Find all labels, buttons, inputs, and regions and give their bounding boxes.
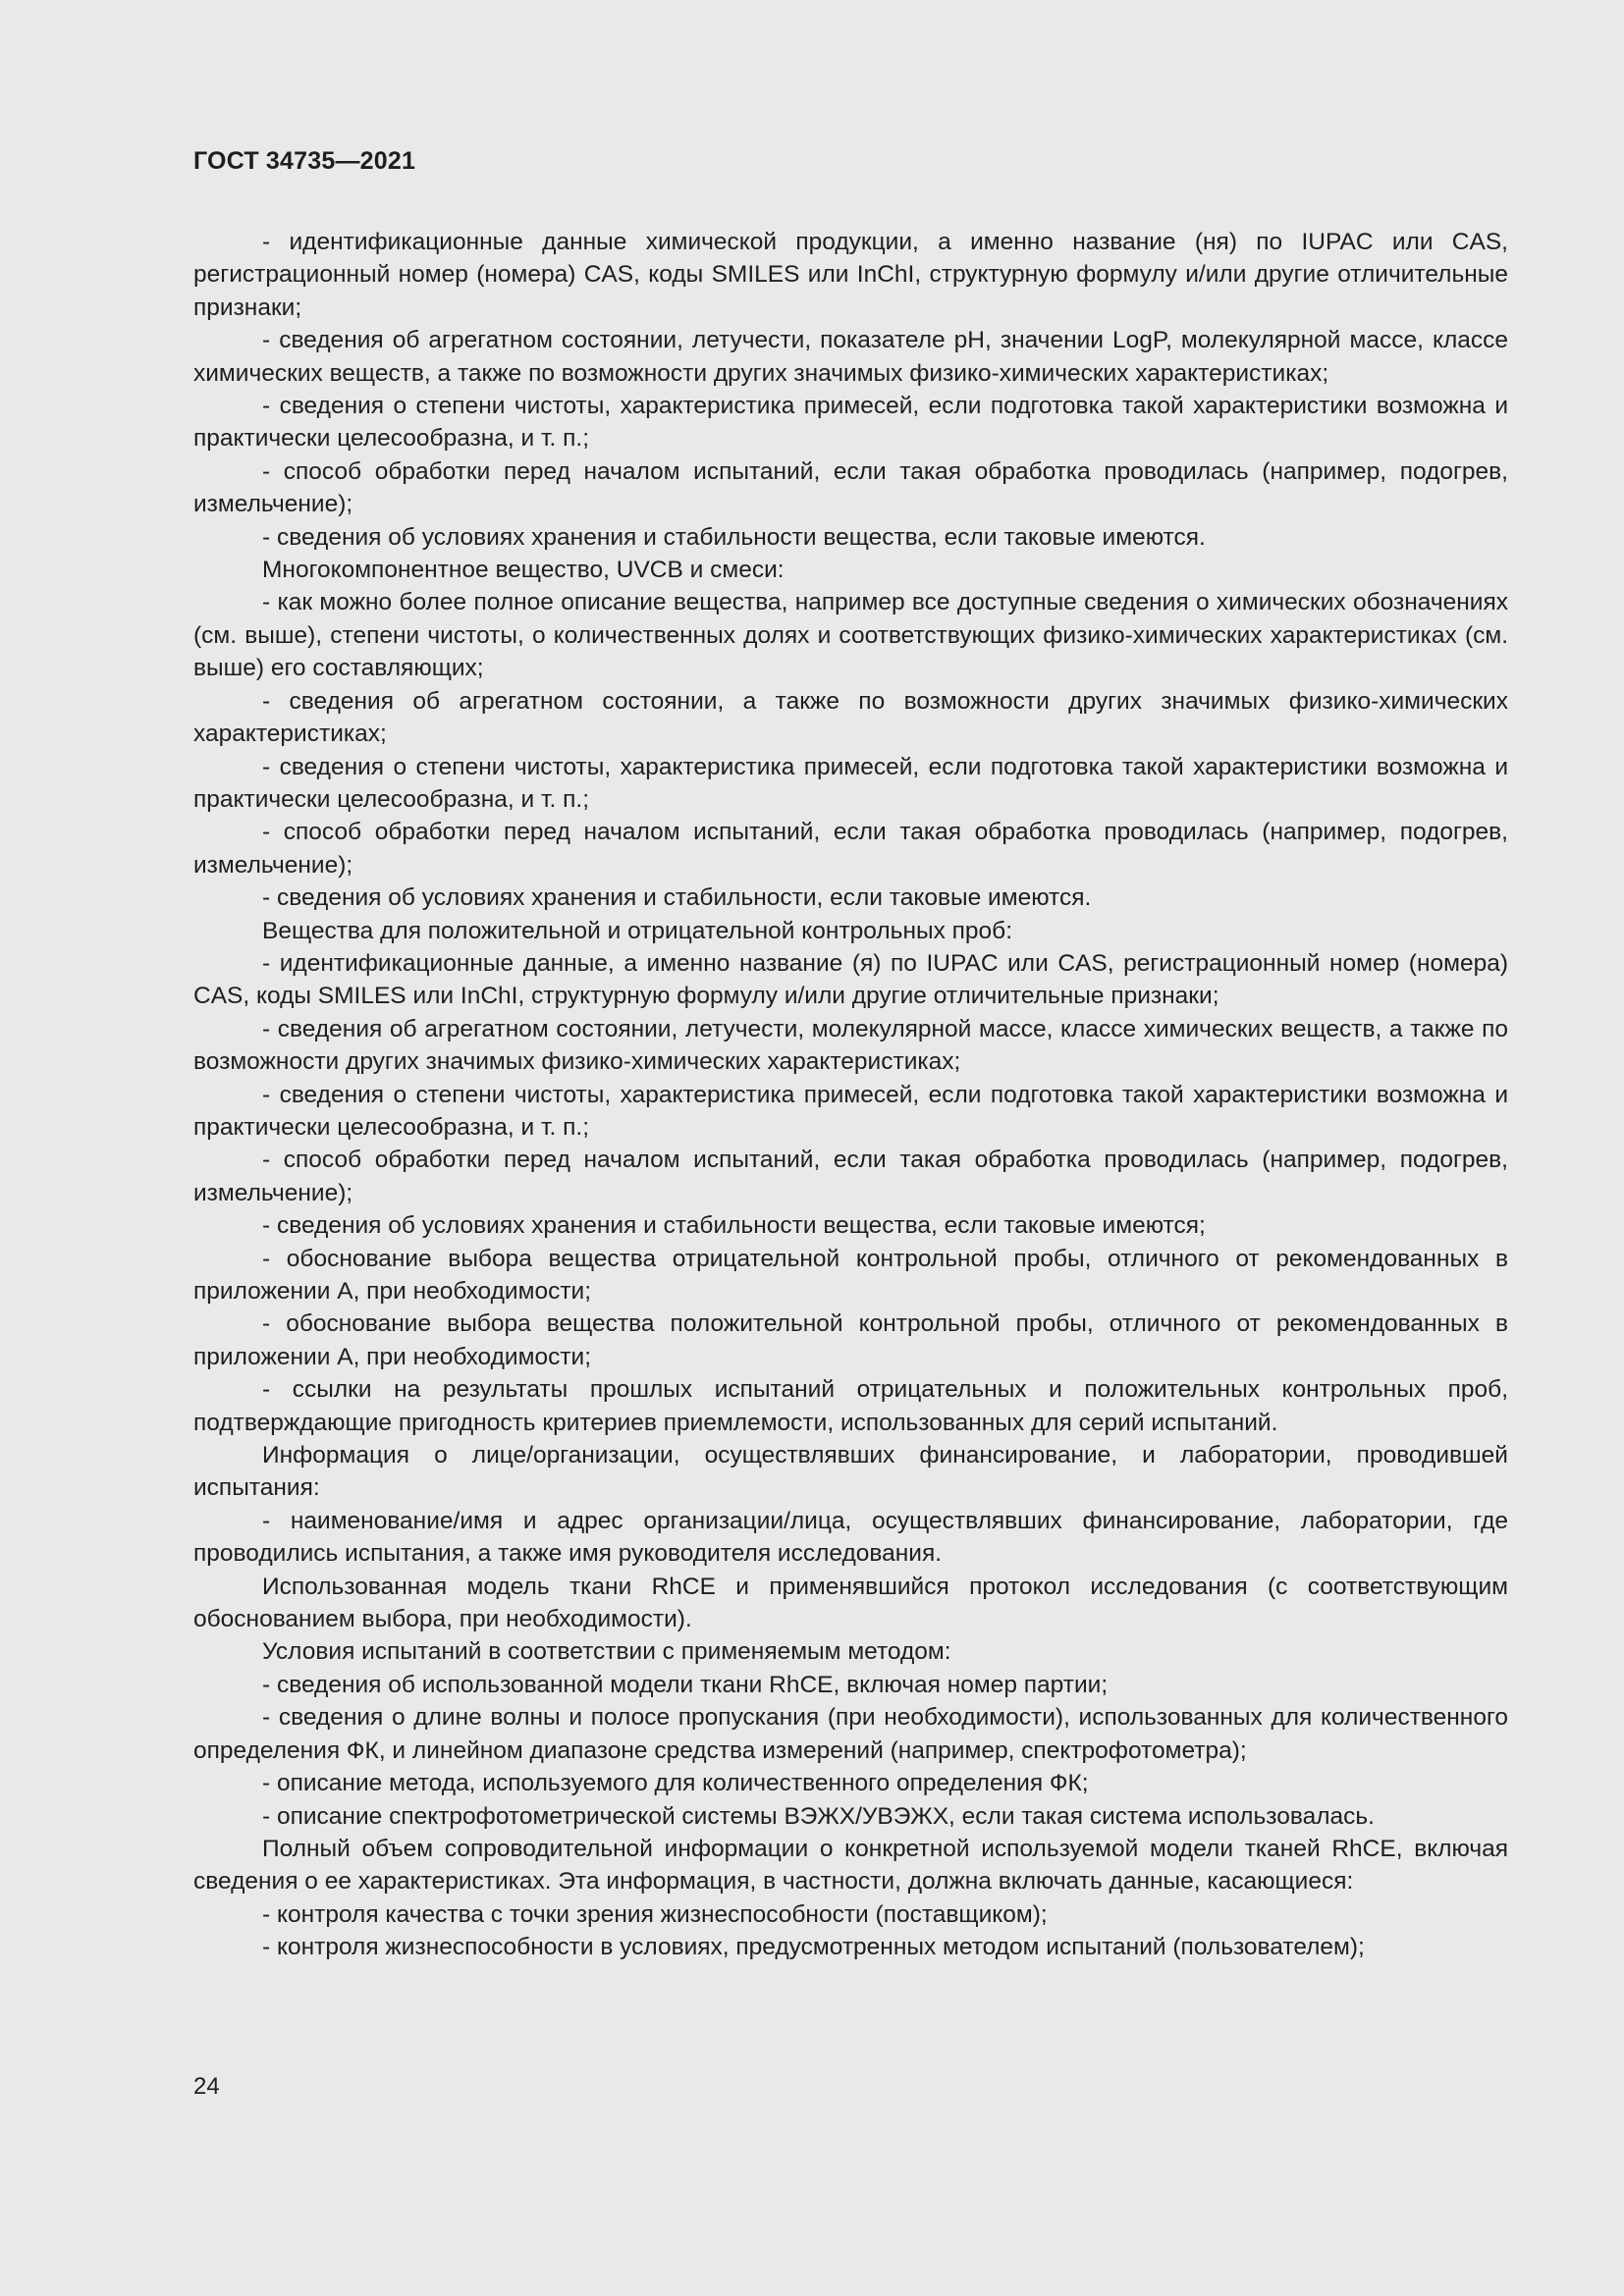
body-paragraph: - контроля жизнеспособности в условиях, предусмотренных методом испытаний (пользователем); — [262, 1934, 1365, 1961]
body-paragraph: Многокомпонентное вещество, UVCB и смеси: — [262, 557, 785, 584]
body-paragraph: - сведения об использованной модели ткани RhCE, включая номер партии; — [262, 1671, 1109, 1698]
body-paragraph: Использованная модель ткани RhCE и применявшийся протокол исследования (с соответствующим обоснованием выбора, при необходимости). — [193, 1573, 1508, 1633]
body-paragraph: - идентификационные данные химической продукции, а именно название (ня) по IUPAC или CAS, регистрационный номер (номера) CAS, коды SMILES или InChI, структурную формулу и/или другие отличительные признаки; — [193, 229, 1508, 321]
body-paragraph: - как можно более полное описание вещества, например все доступные сведения о химических обозначениях (см. выше), степени чистоты, о количественных долях и соответствующих физико-химических характеристиках (см. выше) его составляющих; — [193, 589, 1508, 682]
body-paragraph: - сведения об агрегатном состоянии, а также по возможности других значимых физико-химических характеристиках; — [193, 687, 1508, 748]
body-paragraph: - сведения о длине волны и полосе пропускания (при необходимости), использованных для количественного определения ФК, и линейном диапазоне средства измерений (например, спектрофотометра); — [193, 1704, 1508, 1764]
body-paragraph: - идентификационные данные, а именно название (я) по IUPAC или CAS, регистрационный номер (номера) CAS, коды SMILES или InChI, структурную формулу и/или другие отличительные признаки; — [193, 949, 1508, 1010]
body-paragraph: - сведения о степени чистоты, характеристика примесей, если подготовка такой характеристики возможна и практически целесообразна, и т. п.; — [193, 1081, 1508, 1141]
body-paragraph: Вещества для положительной и отрицательной контрольных проб: — [262, 917, 1012, 944]
body-paragraph: - сведения о степени чистоты, характеристика примесей, если подготовка такой характеристики возможна и практически целесообразна, и т. п.; — [193, 753, 1508, 813]
body-paragraph: - сведения об условиях хранения и стабильности вещества, если таковые имеются. — [262, 523, 1206, 551]
body-paragraph: - описание спектрофотометрической системы ВЭЖХ/УВЭЖХ, если такая система использовалась. — [262, 1802, 1375, 1830]
body-paragraph: - описание метода, используемого для количественного определения ФК; — [262, 1770, 1089, 1797]
document-header: ГОСТ 34735—2021 — [193, 147, 416, 175]
document-body — [193, 226, 1508, 1964]
page-number: 24 — [193, 2073, 220, 2100]
body-paragraph: Условия испытаний в соответствии с применяемым методом: — [262, 1638, 951, 1666]
body-paragraph: - сведения об условиях хранения и стабильности, если таковые имеются. — [262, 884, 1092, 912]
body-paragraph: - сведения об условиях хранения и стабильности вещества, если таковые имеются; — [262, 1212, 1206, 1240]
body-paragraph: - сведения об агрегатном состоянии, летучести, показателе pH, значении LogP, молекулярной массе, классе химических веществ, а также по возможности других значимых физико-химических характеристиках; — [193, 327, 1508, 387]
body-paragraph: Полный объем сопроводительной информации о конкретной используемой модели тканей RhCE, включая сведения о ее характеристиках. Эта информация, в частности, должна включать данные, касающиеся: — [193, 1835, 1508, 1896]
body-paragraph: - способ обработки перед началом испытаний, если такая обработка проводилась (например, подогрев, измельчение); — [193, 819, 1508, 879]
body-paragraph: - способ обработки перед началом испытаний, если такая обработка проводилась (например, подогрев, измельчение); — [193, 1147, 1508, 1206]
body-paragraph: - сведения об агрегатном состоянии, летучести, молекулярной массе, классе химических веществ, а также по возможности других значимых физико-химических характеристиках; — [193, 1015, 1508, 1076]
body-paragraph: - сведения о степени чистоты, характеристика примесей, если подготовка такой характеристики возможна и практически целесообразна, и т. п.; — [193, 393, 1508, 453]
body-paragraph: - обоснование выбора вещества положительной контрольной пробы, отличного от рекомендованных в приложении А, при необходимости; — [193, 1310, 1508, 1370]
body-paragraph: - способ обработки перед началом испытаний, если такая обработка проводилась (например, подогрев, измельчение); — [193, 457, 1508, 518]
body-paragraph: Информация о лице/организации, осуществлявших финансирование, и лаборатории, проводившей испытания: — [193, 1442, 1508, 1502]
body-paragraph: - обоснование выбора вещества отрицательной контрольной пробы, отличного от рекомендованных в приложении А, при необходимости; — [193, 1245, 1508, 1305]
body-paragraph: - ссылки на результаты прошлых испытаний отрицательных и положительных контрольных проб, подтверждающие пригодность критериев приемлемости, использованных для серий испытаний. — [193, 1376, 1508, 1436]
body-paragraph: - контроля качества с точки зрения жизнеспособности (поставщиком); — [262, 1900, 1048, 1928]
body-paragraph: - наименование/имя и адрес организации/лица, осуществлявших финансирование, лаборатории, где проводились испытания, а также имя руководителя исследования. — [193, 1507, 1508, 1568]
